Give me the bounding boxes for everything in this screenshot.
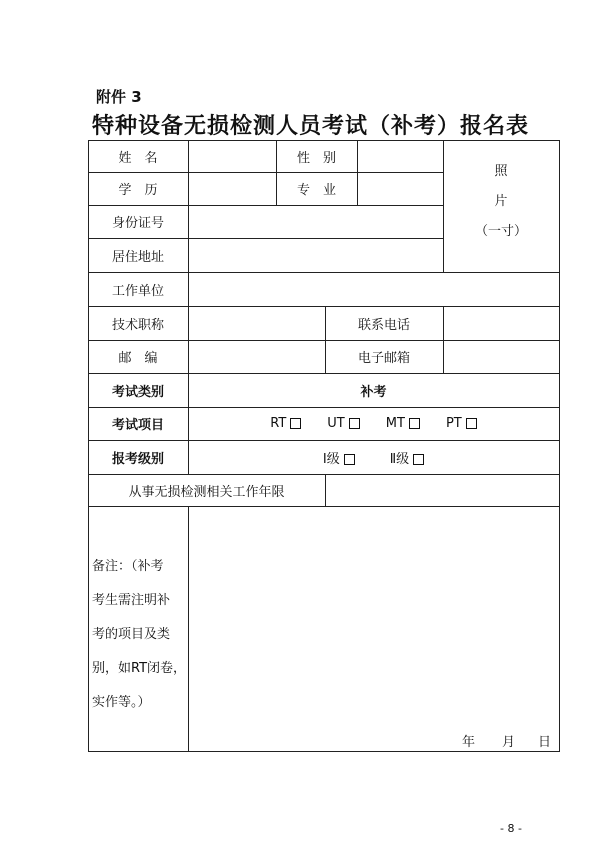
- work-years-label: 从事无损检测相关工作年限: [128, 484, 285, 500]
- remarks-line: 实作等。）: [92, 695, 151, 710]
- photo-size-label: （一寸）: [474, 224, 527, 239]
- date-month: 月: [502, 735, 516, 750]
- exam-item-rt-label: RT: [270, 416, 287, 431]
- phone-field[interactable]: [443, 306, 559, 340]
- exam-level-2-label: Ⅱ级: [389, 451, 410, 467]
- exam-level-1-label: Ⅰ级: [322, 451, 340, 467]
- postcode-field[interactable]: [188, 340, 325, 373]
- name-label: 姓 名: [118, 150, 158, 166]
- remarks-line: 考的项目及类: [92, 627, 171, 642]
- checkbox-icon[interactable]: [344, 454, 355, 465]
- exam-level-1[interactable]: [323, 448, 355, 467]
- exam-items-options: [188, 407, 559, 440]
- major-field[interactable]: [357, 172, 443, 205]
- tech-title-label: 技术职称: [111, 317, 164, 333]
- exam-category-value: 补考: [360, 384, 387, 400]
- checkbox-icon[interactable]: [409, 418, 420, 429]
- email-field[interactable]: [443, 340, 559, 373]
- name-field[interactable]: [188, 140, 276, 172]
- photo-label-2: 片: [494, 194, 508, 209]
- checkbox-icon[interactable]: [466, 418, 477, 429]
- education-field[interactable]: [188, 172, 276, 205]
- date-year: 年: [462, 735, 476, 750]
- gender-field[interactable]: [357, 140, 443, 172]
- exam-item-pt-label: PT: [445, 416, 462, 431]
- exam-item-pt[interactable]: [446, 416, 477, 431]
- checkbox-icon[interactable]: [349, 418, 360, 429]
- employer-field[interactable]: [188, 272, 559, 306]
- education-label: 学 历: [118, 183, 158, 198]
- page-number: - 8 -: [500, 822, 522, 835]
- address-label: 居住地址: [111, 249, 164, 265]
- employer-label: 工作单位: [111, 283, 164, 299]
- exam-item-ut-label: UT: [327, 416, 345, 431]
- major-label: 专 业: [296, 183, 336, 198]
- work-years-field[interactable]: [325, 474, 559, 506]
- phone-label: 联系电话: [357, 317, 410, 333]
- exam-item-ut[interactable]: [327, 416, 359, 431]
- address-field[interactable]: [188, 238, 443, 272]
- exam-level-2[interactable]: [390, 448, 424, 467]
- gender-label: 性 别: [296, 150, 336, 166]
- remarks-line: 别，如RT闭卷，: [92, 661, 187, 676]
- remarks-line: 考生需注明补: [92, 593, 171, 608]
- exam-item-rt[interactable]: [270, 416, 301, 431]
- exam-category-label: 考试类别: [111, 384, 164, 400]
- form-title: 特种设备无损检测人员考试（补考）报名表: [92, 114, 530, 139]
- email-label: 电子邮箱: [357, 351, 410, 366]
- remarks-label: [92, 550, 187, 720]
- photo-box[interactable]: [443, 160, 559, 246]
- tech-title-field[interactable]: [188, 306, 325, 340]
- remarks-field[interactable]: [188, 506, 559, 726]
- exam-item-mt-label: MT: [385, 416, 405, 431]
- checkbox-icon[interactable]: [290, 418, 301, 429]
- exam-items-label: 考试项目: [111, 418, 164, 433]
- checkbox-icon[interactable]: [413, 454, 424, 465]
- date-day: 日: [538, 735, 552, 750]
- id-number-label: 身份证号: [111, 216, 164, 231]
- id-number-field[interactable]: [188, 205, 443, 238]
- exam-level-label: 报考级别: [111, 451, 164, 467]
- attachment-label: 附件 3: [96, 88, 142, 106]
- exam-item-mt[interactable]: [386, 416, 420, 431]
- photo-label-1: 照: [494, 164, 508, 179]
- postcode-label: 邮 编: [118, 351, 158, 366]
- remarks-line: 备注：（补考: [92, 559, 164, 574]
- exam-level-options: [188, 440, 559, 474]
